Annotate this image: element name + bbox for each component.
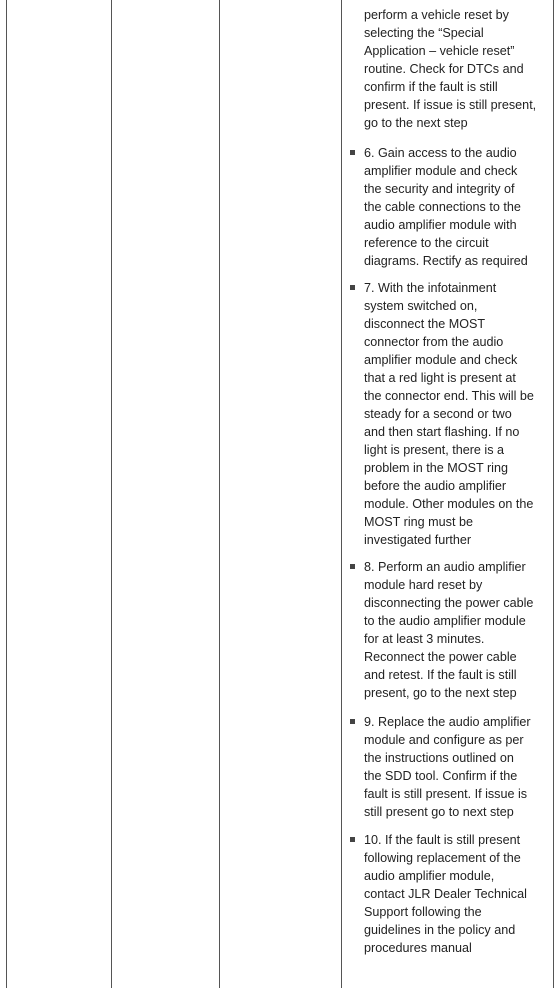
text-line: problem in the MOST ring	[364, 461, 508, 475]
text-line: present, go to the next step	[364, 686, 517, 700]
text-line: and then start flashing. If no	[364, 425, 520, 439]
text-line: module and configure as per	[364, 733, 524, 747]
text-line: perform a vehicle reset by	[364, 8, 509, 22]
column-border	[111, 0, 112, 988]
text-line: 8. Perform an audio amplifier	[364, 560, 526, 574]
text-line: the connector end. This will be	[364, 389, 534, 403]
bullet-icon	[350, 837, 355, 842]
text-line: reference to the circuit	[364, 236, 489, 250]
text-line: the instructions outlined on	[364, 751, 514, 765]
text-line: module hard reset by	[364, 578, 483, 592]
step-6-text	[364, 144, 554, 270]
text-line: guidelines in the policy and	[364, 923, 516, 937]
text-line: investigated further	[364, 533, 472, 547]
text-line: to the audio amplifier module	[364, 614, 526, 628]
text-line: audio amplifier module,	[364, 869, 495, 883]
text-line: system switched on,	[364, 299, 478, 313]
text-line: fault is still present. If issue is	[364, 787, 528, 801]
bullet-icon	[350, 285, 355, 290]
step-9-text	[364, 713, 554, 821]
column-border	[6, 0, 7, 988]
text-line: the SDD tool. Confirm if the	[364, 769, 518, 783]
step-8-text	[364, 558, 554, 702]
text-line: go to the next step	[364, 116, 468, 130]
text-line: connector from the audio	[364, 335, 504, 349]
text-line: amplifier module and check	[364, 164, 518, 178]
text-line: disconnect the MOST	[364, 317, 486, 331]
text-line: still present go to next step	[364, 805, 514, 819]
text-line: steady for a second or two	[364, 407, 512, 421]
continued-step-text	[364, 6, 554, 132]
text-line: contact JLR Dealer Technical	[364, 887, 527, 901]
text-line: that a red light is present at	[364, 371, 516, 385]
text-line: 7. With the infotainment	[364, 281, 497, 295]
bullet-icon	[350, 564, 355, 569]
text-line: 9. Replace the audio amplifier	[364, 715, 531, 729]
text-line: and retest. If the fault is still	[364, 668, 517, 682]
text-line: MOST ring must be	[364, 515, 473, 529]
text-line: amplifier module and check	[364, 353, 518, 367]
text-line: disconnecting the power cable	[364, 596, 534, 610]
text-line: the cable connections to the	[364, 200, 521, 214]
bullet-icon	[350, 150, 355, 155]
action-column	[342, 0, 554, 988]
text-line: Support following the	[364, 905, 482, 919]
text-line: for at least 3 minutes.	[364, 632, 485, 646]
text-line: 10. If the fault is still present	[364, 833, 521, 847]
text-line: routine. Check for DTCs and	[364, 62, 524, 76]
step-10-text	[364, 831, 554, 957]
text-line: light is present, there is a	[364, 443, 505, 457]
text-line: selecting the “Special	[364, 26, 484, 40]
text-line: confirm if the fault is still	[364, 80, 498, 94]
column-border	[219, 0, 220, 988]
text-line: procedures manual	[364, 941, 472, 955]
text-line: diagrams. Rectify as required	[364, 254, 528, 268]
text-line: present. If issue is still present,	[364, 98, 537, 112]
text-line: Reconnect the power cable	[364, 650, 517, 664]
bullet-icon	[350, 719, 355, 724]
text-line: Application – vehicle reset”	[364, 44, 515, 58]
text-line: module. Other modules on the	[364, 497, 534, 511]
step-7-text	[364, 279, 554, 549]
text-line: following replacement of the	[364, 851, 521, 865]
text-line: before the audio amplifier	[364, 479, 507, 493]
text-line: the security and integrity of	[364, 182, 515, 196]
text-line: audio amplifier module with	[364, 218, 517, 232]
text-line: 6. Gain access to the audio	[364, 146, 517, 160]
